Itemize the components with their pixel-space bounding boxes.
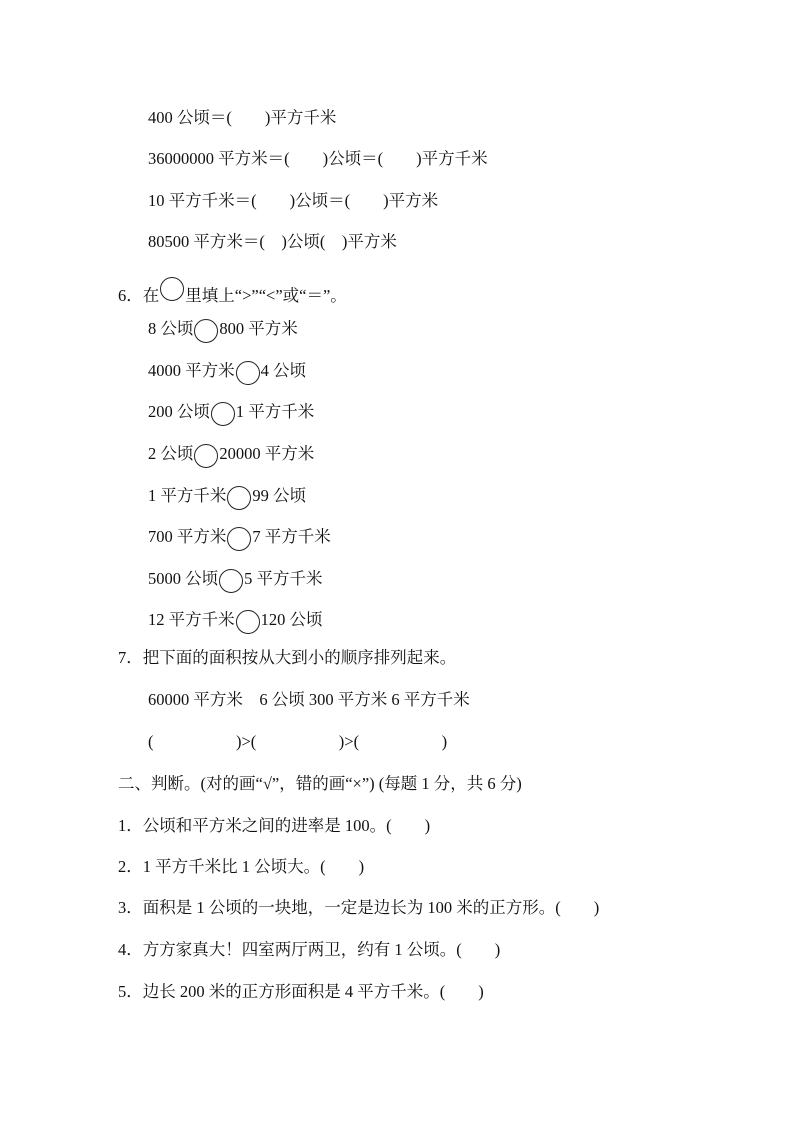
answer-circle[interactable] <box>219 569 243 593</box>
question-number: 6． <box>118 286 143 305</box>
answer-circle[interactable] <box>227 527 251 551</box>
item-text: 公顷和平方米之间的进率是 100。( ) <box>142 816 431 835</box>
question-text: 把下面的面积按从大到小的顺序排列起来。 <box>142 648 457 667</box>
comparison-right: 7 平方千米 <box>252 527 331 546</box>
item-number: 4． <box>118 940 143 959</box>
conversion-line-1: 400 公顷＝( )平方千米 <box>148 108 337 127</box>
comparison-right: 20000 平方米 <box>219 444 315 463</box>
comparison-circle-icon <box>160 277 184 301</box>
judgment-item <box>118 856 364 878</box>
judgment-item <box>118 939 500 961</box>
item-number: 2． <box>118 857 143 876</box>
item-text: 边长 200 米的正方形面积是 4 平方千米。( ) <box>142 982 484 1001</box>
section-2-heading: 二、判断。(对的画“√”，错的画“×”) (每题 1 分，共 6 分) <box>118 774 522 793</box>
judgment-item <box>118 897 599 919</box>
judgment-item <box>118 815 430 837</box>
comparison-item <box>148 360 306 385</box>
comparison-item <box>148 568 323 593</box>
question-7-answer-blanks[interactable]: ( )>( )>( ) <box>148 732 448 751</box>
answer-circle[interactable] <box>236 361 260 385</box>
question-7-instruction <box>118 647 456 669</box>
comparison-item <box>148 443 314 468</box>
comparison-item <box>148 609 323 634</box>
comparison-right: 1 平方千米 <box>235 402 315 421</box>
conversion-line-4: 80500 平方米＝( )公顷( )平方米 <box>148 232 397 251</box>
comparison-left: 12 平方千米 <box>148 610 235 629</box>
answer-circle[interactable] <box>194 444 218 468</box>
comparison-left: 8 公顷 <box>148 319 194 338</box>
comparison-left: 2 公顷 <box>148 444 194 463</box>
comparison-item <box>148 526 331 551</box>
comparison-item <box>148 318 298 343</box>
question-7-values: 60000 平方米 6 公顷 300 平方米 6 平方千米 <box>148 690 470 709</box>
comparison-right: 99 公顷 <box>252 486 306 505</box>
item-number: 5． <box>118 982 143 1001</box>
answer-circle[interactable] <box>236 610 260 634</box>
comparison-item <box>148 485 306 510</box>
answer-circle[interactable] <box>211 402 235 426</box>
answer-circle[interactable] <box>194 319 218 343</box>
item-number: 1． <box>118 816 143 835</box>
item-text: 方方家真大！四室两厅两卫，约有 1 公顷。( ) <box>142 940 501 959</box>
judgment-item <box>118 981 484 1003</box>
comparison-left: 4000 平方米 <box>148 361 235 380</box>
conversion-line-3: 10 平方千米＝( )公顷＝( )平方米 <box>148 191 439 210</box>
item-text: 面积是 1 公顷的一块地，一定是边长为 100 米的正方形。( ) <box>142 898 600 917</box>
instruction-suffix: 里填上“>”“<”或“＝”。 <box>185 286 347 305</box>
instruction-prefix: 在 <box>142 286 160 305</box>
comparison-left: 5000 公顷 <box>148 569 219 588</box>
comparison-left: 200 公顷 <box>148 402 210 421</box>
comparison-right: 120 公顷 <box>260 610 323 629</box>
comparison-left: 1 平方千米 <box>148 486 227 505</box>
answer-circle[interactable] <box>227 486 251 510</box>
comparison-left: 700 平方米 <box>148 527 227 546</box>
question-number: 7． <box>118 648 143 667</box>
comparison-right: 4 公顷 <box>260 361 306 380</box>
comparison-right: 800 平方米 <box>219 319 298 338</box>
item-number: 3． <box>118 898 143 917</box>
comparison-right: 5 平方千米 <box>244 569 323 588</box>
conversion-line-2: 36000000 平方米＝( )公顷＝( )平方千米 <box>148 149 488 168</box>
item-text: 1 平方千米比 1 公顷大。( ) <box>142 857 365 876</box>
question-6-instruction <box>118 277 347 307</box>
comparison-item <box>148 401 314 426</box>
